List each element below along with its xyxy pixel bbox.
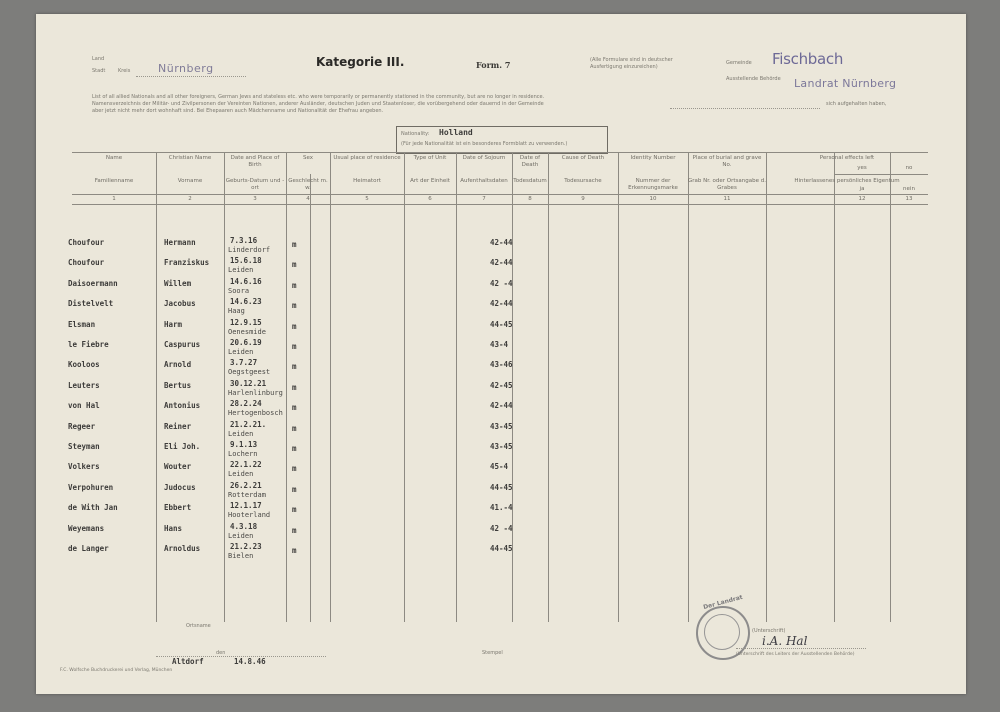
birth-date-cell: 4.3.18 <box>230 522 258 531</box>
column-header-en: Date of Death <box>519 155 541 168</box>
sex-cell: m <box>292 505 297 514</box>
column-header-de: Nummer der Erkennungsmarke <box>628 178 678 191</box>
column-header-en: Personal effects left <box>819 155 875 161</box>
birth-date-cell: 20.6.19 <box>230 338 262 347</box>
birth-date-cell: 21.2.23 <box>230 542 262 551</box>
note-line-1: (Alle Formulare sind in deutscher <box>590 57 673 63</box>
first-name-cell: Willem <box>164 279 192 288</box>
column-header-en: Identity Number <box>630 155 676 161</box>
surname-cell: Elsman <box>68 320 96 329</box>
seal-text: Der Landrat <box>702 593 744 612</box>
column-header-de: Vorname <box>177 178 203 184</box>
sex-cell: m <box>292 342 297 351</box>
table-row <box>68 420 928 442</box>
first-name-cell: Wouter <box>164 462 192 471</box>
sojourn-cell: 43-45 <box>490 442 513 451</box>
sex-cell: m <box>292 424 297 433</box>
sex-cell: m <box>292 281 297 290</box>
form-title: Kategorie III. <box>316 55 405 69</box>
first-name-cell: Caspurus <box>164 340 201 349</box>
column-header-en: Date and Place of Birth <box>230 155 280 168</box>
column-number: 7 <box>482 196 486 202</box>
birth-place-cell: Oenesmide <box>228 328 266 336</box>
table-row <box>68 277 928 299</box>
sojourn-cell: 42-45 <box>490 381 513 390</box>
first-name-cell: Judocus <box>164 483 196 492</box>
surname-cell: Daisoermann <box>68 279 118 288</box>
sex-cell: m <box>292 260 297 269</box>
sojourn-cell: 42 -4 <box>490 279 513 288</box>
table-row <box>68 297 928 319</box>
column-header-de: Familienname <box>94 178 134 184</box>
sojourn-cell: 43-4 <box>490 340 509 349</box>
column-header-en: Sex <box>302 155 314 161</box>
column-header-en: Name <box>105 155 123 161</box>
column-header-de: Art der Einheit <box>410 178 450 184</box>
nationality-box <box>396 126 608 154</box>
sex-cell: m <box>292 464 297 473</box>
sojourn-cell: 45-4 <box>490 462 509 471</box>
birth-date-cell: 12.9.15 <box>230 318 262 327</box>
footer-place: Altdorf <box>172 657 204 666</box>
sojourn-cell: 44-45 <box>490 320 513 329</box>
sojourn-cell: 43-46 <box>490 360 513 369</box>
ort-label: Ortsname <box>186 623 211 629</box>
column-header-de: Heimatort <box>353 178 381 184</box>
sojourn-cell: 42-44 <box>490 258 513 267</box>
birth-place-cell: Linderdorf <box>228 246 271 254</box>
birth-date-cell: 3.7.27 <box>230 358 258 367</box>
signature-sub: (Unterschrift des Leiters der Ausstellenden Behörde) <box>736 652 855 657</box>
surname-cell: de Langer <box>68 544 109 553</box>
first-name-cell: Eli Joh. <box>164 442 201 451</box>
first-name-cell: Jacobus <box>164 299 196 308</box>
column-header-en: Type of Unit <box>413 155 447 161</box>
intro-line-2: Namensverzeichnis der Militär- und Zivilpersonen der Vereinten Nationen, anderer Ausländer, deutschen Juden und Staatenloser, die vorübergehend oder dauernd in der Gemeinde <box>92 101 544 107</box>
column-header-en: Usual place of residence <box>333 155 401 161</box>
sojourn-cell: 42-44 <box>490 401 513 410</box>
column-header-de: Geschlecht m. w. <box>288 178 328 191</box>
birth-date-cell: 15.6.18 <box>230 256 262 265</box>
form-number: Form. 7 <box>476 60 511 70</box>
column-number: 8 <box>528 196 532 202</box>
birth-date-cell: 7.3.16 <box>230 236 258 245</box>
sex-cell: m <box>292 403 297 412</box>
sex-cell: m <box>292 240 297 249</box>
column-header-de: Hinterlassenes persönliches Eigentum <box>794 178 900 184</box>
birth-place-cell: Soora <box>228 287 250 295</box>
signature: i.A. Hal <box>762 634 808 648</box>
birth-place-cell: Rotterdam <box>228 491 266 499</box>
birth-date-cell: 21.2.21. <box>230 420 267 429</box>
birth-place-cell: Lochern <box>228 450 258 458</box>
effects-sub-label: yes <box>857 165 867 171</box>
table-subrule-effects <box>834 174 928 175</box>
document-sheet <box>36 14 966 694</box>
den-label: den <box>216 650 226 656</box>
first-name-cell: Antonius <box>164 401 201 410</box>
land-label: Land <box>92 56 105 62</box>
sex-cell: m <box>292 301 297 310</box>
birth-date-cell: 14.6.23 <box>230 297 262 306</box>
surname-cell: Leuters <box>68 381 100 390</box>
gemeinde-label: Gemeinde <box>726 60 752 66</box>
birth-place-cell: Hooterland <box>228 511 271 519</box>
sojourn-cell: 44-45 <box>490 483 513 492</box>
column-number: 1 <box>112 196 116 202</box>
first-name-cell: Arnoldus <box>164 544 201 553</box>
surname-cell: Kooloos <box>68 360 100 369</box>
stadt-label: Stadt <box>92 68 106 74</box>
birth-place-cell: Leiden <box>228 348 254 356</box>
birth-date-cell: 28.2.24 <box>230 399 262 408</box>
column-header-en: Christian Name <box>168 155 212 161</box>
column-header-en: Cause of Death <box>561 155 605 161</box>
signature-label: (Unterschrift) <box>752 628 786 634</box>
first-name-cell: Bertus <box>164 381 192 390</box>
table-row <box>68 501 928 523</box>
table-rule-numbers <box>72 204 928 205</box>
column-number: 5 <box>365 196 369 202</box>
table-row <box>68 542 928 564</box>
sojourn-cell: 42-44 <box>490 299 513 308</box>
surname-cell: Regeer <box>68 422 96 431</box>
column-header-en: Place of burial and grave No. <box>692 155 762 168</box>
table-rule-header <box>72 194 928 195</box>
birth-date-cell: 30.12.21 <box>230 379 267 388</box>
table-row <box>68 481 928 503</box>
surname-cell: Weyemans <box>68 524 105 533</box>
birth-place-cell: Oegstgeest <box>228 368 271 376</box>
column-number: 4 <box>306 196 310 202</box>
sex-cell: m <box>292 485 297 494</box>
birth-date-cell: 12.1.17 <box>230 501 262 510</box>
birth-place-cell: Haag <box>228 307 245 315</box>
column-number: 11 <box>723 196 731 202</box>
table-row <box>68 460 928 482</box>
column-header-de: Aufenthaltsdaten <box>460 178 508 184</box>
kreis-label: Kreis <box>118 68 131 74</box>
surname-cell: Volkers <box>68 462 100 471</box>
birth-place-cell: Leiden <box>228 532 254 540</box>
table-row <box>68 338 928 360</box>
sojourn-cell: 42 -4 <box>490 524 513 533</box>
first-name-cell: Hermann <box>164 238 196 247</box>
surname-cell: Steyman <box>68 442 100 451</box>
nationality-note: (Für jede Nationalität ist ein besonderes Formblatt zu verwenden.) <box>401 141 568 147</box>
intro-line-1: List of all allied Nationals and all other foreigners, German Jews and stateless etc. who were temporarily or permanently stationed in the community, but are no longer in residence. <box>92 94 545 100</box>
birth-place-cell: Harlenlinburg <box>228 389 283 397</box>
table-row <box>68 318 928 340</box>
first-name-cell: Arnold <box>164 360 192 369</box>
column-header-de: Todesursache <box>564 178 602 184</box>
table-row <box>68 440 928 462</box>
kreis-stamp: Nürnberg <box>158 62 214 75</box>
column-number: 3 <box>253 196 257 202</box>
column-header-de: Geburts-Datum und -ort <box>225 178 285 191</box>
nationality-label: Nationality: <box>401 131 430 137</box>
first-name-cell: Ebbert <box>164 503 192 512</box>
intro-line-2-end: sich aufgehalten haben, <box>826 101 887 107</box>
surname-cell: de With Jan <box>68 503 118 512</box>
table-row <box>68 379 928 401</box>
surname-cell: Choufour <box>68 238 105 247</box>
first-name-cell: Hans <box>164 524 183 533</box>
table-row <box>68 399 928 421</box>
sex-cell: m <box>292 546 297 555</box>
surname-cell: von Hal <box>68 401 100 410</box>
surname-cell: le Fiebre <box>68 340 109 349</box>
behoerde-stamp: Landrat Nürnberg <box>794 77 897 90</box>
birth-date-cell: 26.2.21 <box>230 481 262 490</box>
table-row <box>68 358 928 380</box>
column-header-de: Todesdatum <box>513 178 547 184</box>
birth-date-cell: 9.1.13 <box>230 440 258 449</box>
table-row <box>68 522 928 544</box>
sojourn-cell: 43-45 <box>490 422 513 431</box>
effects-sub-label: ja <box>859 186 865 192</box>
surname-cell: Choufour <box>68 258 105 267</box>
column-number: 10 <box>649 196 657 202</box>
sex-cell: m <box>292 444 297 453</box>
printer-line: F.C. Wolfsche Buchdruckerei und Verlag, München <box>60 668 173 673</box>
behoerde-label: Ausstellende Behörde <box>726 76 781 82</box>
birth-date-cell: 22.1.22 <box>230 460 262 469</box>
effects-sub-label: nein <box>903 186 915 192</box>
sex-cell: m <box>292 362 297 371</box>
footer-date: 14.8.46 <box>234 657 266 666</box>
sex-cell: m <box>292 526 297 535</box>
birth-place-cell: Hertogenbosch <box>228 409 283 417</box>
sojourn-cell: 42-44 <box>490 238 513 247</box>
surname-cell: Verpohuren <box>68 483 114 492</box>
birth-date-cell: 14.6.16 <box>230 277 262 286</box>
sex-cell: m <box>292 322 297 331</box>
birth-place-cell: Bielen <box>228 552 254 560</box>
note-line-2: Ausfertigung einzureichen) <box>590 64 658 70</box>
stempel-label: Stempel <box>482 650 503 656</box>
column-number: 6 <box>428 196 432 202</box>
sex-cell: m <box>292 383 297 392</box>
effects-sub-label: 13 <box>905 196 913 202</box>
first-name-cell: Franziskus <box>164 258 210 267</box>
first-name-cell: Harm <box>164 320 183 329</box>
birth-place-cell: Leiden <box>228 430 254 438</box>
first-name-cell: Reiner <box>164 422 192 431</box>
surname-cell: Distelvelt <box>68 299 114 308</box>
sojourn-cell: 44-45 <box>490 544 513 553</box>
sojourn-cell: 41.-4 <box>490 503 513 512</box>
birth-place-cell: Leiden <box>228 470 254 478</box>
effects-sub-label: 12 <box>858 196 866 202</box>
birth-place-cell: Leiden <box>228 266 254 274</box>
column-header-en: Date of Sojourn <box>462 155 506 161</box>
nationality-value: Holland <box>439 128 473 137</box>
column-number: 9 <box>581 196 585 202</box>
gemeinde-stamp: Fischbach <box>772 50 844 68</box>
column-header-de: Grab Nr. oder Ortsangabe d. Grabes <box>688 178 766 191</box>
table-row <box>68 236 928 258</box>
table-rule-top <box>72 152 928 153</box>
intro-line-3: aber jetzt nicht mehr dort wohnhaft sind. Bei Ehepaaren auch Mädchenname und Nationalität der Ehefrau angeben. <box>92 108 384 114</box>
column-number: 2 <box>188 196 192 202</box>
effects-sub-label: no <box>905 165 913 171</box>
register-table <box>68 152 928 622</box>
table-row <box>68 256 928 278</box>
